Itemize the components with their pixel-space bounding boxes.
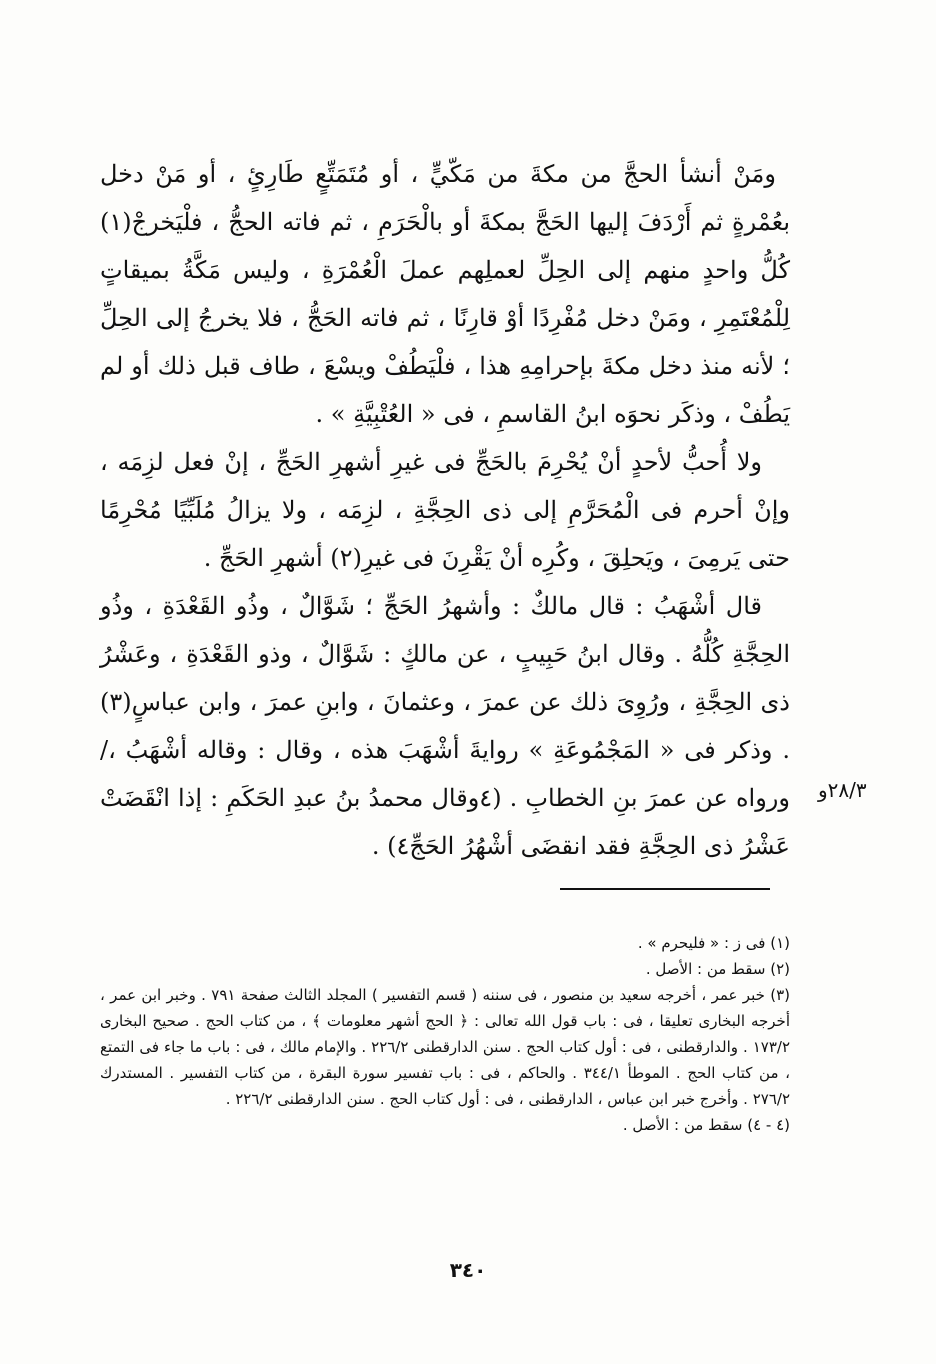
page-number: ٣٤٠ [449,1258,487,1282]
footnotes [100,930,790,1138]
footnote-3: (٣) خبر عمر ، أخرجه سعيد بن منصور ، فى سننه ( قسم التفسير ) المجلد الثالث صفحة ٧٩١ . وخبر ابن عمر ، أخرجه البخارى تعليقا ، فى : باب قول الله تعالى : ﴿ الحج أشهر معلومات ﴾ ، من كتاب الحج . صحيح البخارى ١٧٣/٢ . والدارقطنى ، فى : أول كتاب الحج . سنن الدارقطنى ٢٢٦/٢ . والإمام مالك ، فى : باب ما جاء فى التمتع ، من كتاب الحج . الموطأ ٣٤٤/١ . والحاكم ، فى : باب تفسير سورة البقرة ، من كتاب التفسير . المستدرك ٢٧٦/٢ . وأخرج خبر ابن عباس ، الدارقطنى ، فى : أول كتاب الحج . سنن الدارقطنى ٢٢٦/٢ . [100,986,790,1108]
margin-folio-reference: ٢٨/٣و [818,778,867,802]
paragraph-2: ولا أُحبُّ لأحدٍ أنْ يُحْرِمَ بالحَجِّ فى غيرِ أشهرِ الحَجِّ ، إنْ فعل لزِمَه ، وإنْ أحرم فى الْمُحَرَّمِ إلى ذى الحِجَّةِ ، لزِمَه ، ولا يزالُ مُلَبِّيًا مُحْرِمًا حتى يَرمِىَ ، ويَحلِقَ ، وكُرِه أنْ يَقْرِنَ فى غيرِ(٢) أشهرِ الحَجِّ . [100,448,790,572]
footnote-1: (١) فى ز : « فليحرم » . [637,934,790,952]
footnote-2: (٢) سقط من : الأصل . [645,960,790,978]
footnote-4: (٤ - ٤) سقط من : الأصل . [622,1116,790,1134]
paragraph-1: ومَنْ أنشأ الحجَّ من مكةَ من مَكّيٍّ ، أو مُتَمَتِّعٍ طَارِئٍ ، أو مَنْ دخل بعُمْرةٍ ثم أَرْدَفَ إليها الحَجَّ بمكةَ أو بالْحَرَمِ ، ثم فاته الحجُّ ، فلْيَخرجْ(١) كُلُّ واحدٍ منهم إلى الحِلِّ لعملِهم عملَ الْعُمْرَةِ ، وليس مَكَّةُ بميقاتٍ لِلْمُعْتَمِرِ ، ومَنْ دخل مُفْرِدًا أوْ قارِنًا ، ثم فاته الحَجُّ ، فلا يخرجُ إلى الحِلِّ ؛ لأنه منذ دخل مكةَ بإحرامِهِ هذا ، فلْيَطُفْ ويسْعَ ، طاف قبل ذلك أو لم يَطُفْ ، وذكَر نحوَه ابنُ القاسمِ ، فى « العُتْبِيَّةِ » . [100,160,791,428]
main-text [100,150,790,870]
footnote-separator [560,888,770,890]
paragraph-3: قال أشْهَبُ : قال مالكٌ : وأشهرُ الحَجِّ ؛ شَوَّالٌ ، وذُو القَعْدَةِ ، وذُو الحِجَّةِ كُلُّهُ . وقال ابنُ حَبِيبٍ ، عن مالكٍ : شَوَّالٌ ، وذو القَعْدَةِ ، وعَشْرُ ذى الحِجَّةِ ، ورُوِىَ ذلك عن عمرَ ، وعثمانَ ، وابنِ عمرَ ، وابن عباسٍ(٣) . وذكر فى « المَجْمُوعَةِ » روايةَ أشْهَبَ هذه ، وقال : وقاله أشْهَبُ ،/ ورواه عن عمرَ بنِ الخطابِ . (٤وقال محمدُ بنُ عبدِ الحَكَمِ : إذا انْقَضَتْ عَشْرُ ذى الحِجَّةِ فقد انقضَى أشْهُرُ الحَجِّ٤) . [100,592,790,860]
